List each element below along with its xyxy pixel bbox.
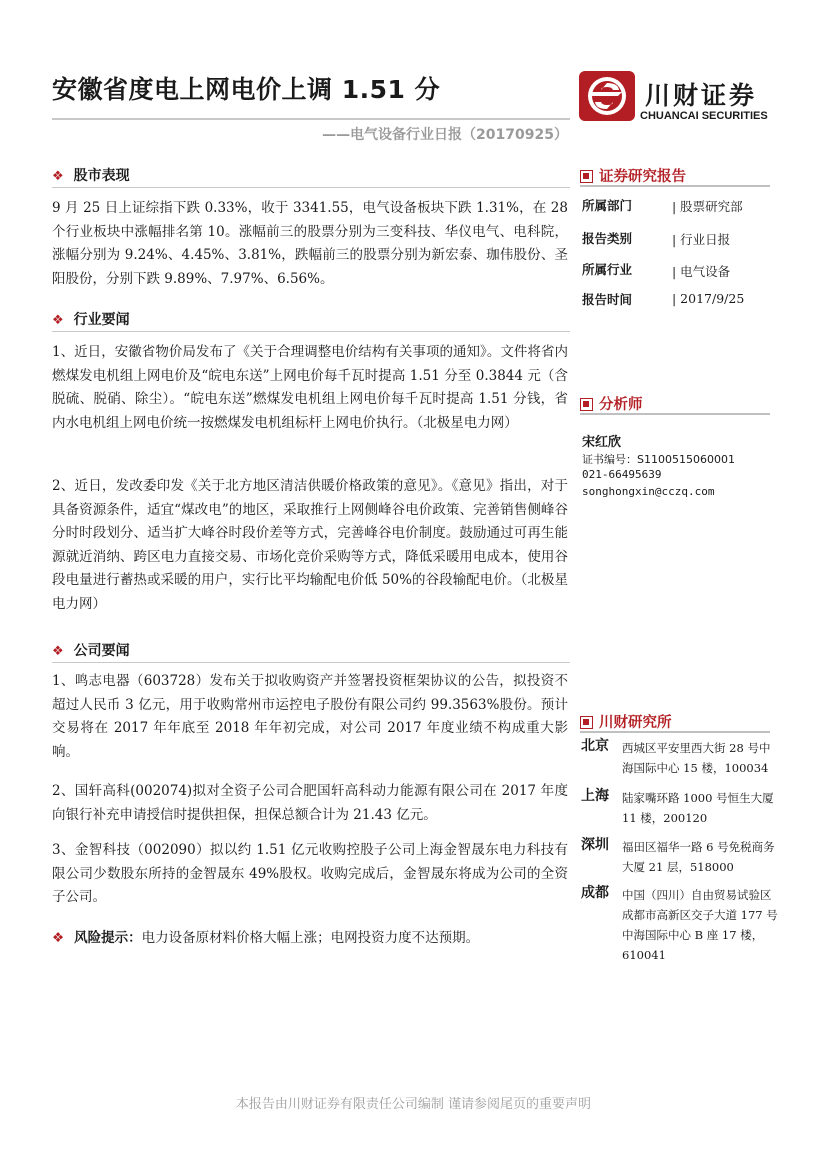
section-divider	[52, 331, 570, 332]
report-subtitle: ——电气设备行业日报（20170925）	[322, 127, 568, 143]
company-news-item: 2、国轩高科(002074)拟对全资子公司合肥国轩高科动力能源有限公司在 2017 年度向银行补充申请授信时提供担保，担保总额合计为 21.43 亿元。	[52, 783, 568, 823]
sidebar-divider	[580, 731, 770, 733]
meta-value: | 股票研究部	[672, 199, 743, 214]
company-logo-text: 川财证券	[645, 81, 758, 110]
bullet-diamond-icon: ❖	[52, 313, 64, 328]
company-logo-english: CHUANCAI SECURITIES	[640, 110, 768, 122]
square-bullet-icon	[580, 716, 593, 729]
report-title: 安徽省度电上网电价上调 1.51 分	[52, 75, 441, 104]
meta-label: 报告时间	[582, 292, 633, 307]
meta-value: | 行业日报	[672, 232, 731, 247]
office-city: 北京	[581, 738, 609, 754]
analyst-phone: 021-66495639	[582, 468, 662, 481]
company-logo-icon	[578, 70, 636, 122]
company-news-item: 1、鸣志电器（603728）发布关于拟收购资产并签署投资框架协议的公告，拟投资不超过人民币 3 亿元，用于收购常州市运控电子股份有限公司约 99.3563%股份。预计交易将在 2017 年年底至 2018 年年初完成，对公司 2017 年度业绩不构成重大影响。	[52, 673, 568, 760]
meta-value: | 2017/9/25	[672, 291, 745, 306]
office-address: 中国（四川）自由贸易试验区成都市高新区交子大道 177 号中海国际中心 B 座 17 楼，610041	[622, 888, 778, 962]
meta-label: 所属行业	[582, 262, 633, 277]
meta-value: | 电气设备	[672, 264, 731, 279]
market-paragraph: 9 月 25 日上证综指下跌 0.33%，收于 3341.55，电气设备板块下跌 1.31%，在 28 个行业板块中涨幅排名第 10。涨幅前三的股票分别为三变科技、华仪电气、电科院，涨幅分别为 9.24%、4.45%、3.81%，跌幅前三的股票分别为新宏泰、珈伟股份、圣阳股份，分别下跌 9.89%、7.97%、6.56%。	[52, 200, 568, 287]
section-heading-industry: ❖ 行业要闻	[52, 312, 130, 328]
section-divider	[52, 187, 570, 188]
risk-label: 风险提示：	[74, 930, 142, 946]
section-heading-company: ❖ 公司要闻	[52, 643, 130, 659]
risk-warning	[52, 926, 568, 946]
industry-news-item: 1、近日，安徽省物价局发布了《关于合理调整电价结构有关事项的通知》。文件将省内燃煤发电机组上网电价及“皖电东送”上网电价每千瓦时提高 1.51 分至 0.3844 元（含脱硫、脱硝、除尘）。“皖电东送”燃煤发电机组上网电价每千瓦时提高 1.51 分钱，省内水电机组上网电价统一按燃煤发电机组标杆上网电价执行。（北极星电力网）	[52, 344, 568, 431]
sidebar-divider	[580, 413, 770, 415]
office-address: 福田区福华一路 6 号免税商务大厦 21 层，518000	[622, 840, 775, 874]
analyst-email[interactable]: songhongxin@cczq.com	[582, 485, 715, 498]
bullet-diamond-icon: ❖	[52, 644, 64, 659]
office-city: 上海	[581, 788, 609, 804]
meta-label: 所属部门	[582, 198, 633, 213]
report-type-heading: 证券研究报告	[580, 165, 686, 186]
risk-text: 电力设备原材料价格大幅上涨；电网投资力度不达预期。	[141, 930, 480, 946]
section-heading-market: ❖ 股市表现	[52, 168, 130, 184]
analyst-name: 宋红欣	[582, 435, 622, 450]
analyst-heading: 分析师	[580, 393, 643, 414]
page-footer: 本报告由川财证券有限责任公司编制 谨请参阅尾页的重要声明	[235, 1097, 592, 1112]
office-city: 成都	[581, 885, 609, 901]
office-address: 陆家嘴环路 1000 号恒生大厦 11 楼，200120	[622, 791, 774, 825]
institute-heading: 川财研究所	[580, 711, 672, 732]
analyst-cert: 证书编号：S1100515060001	[582, 453, 735, 466]
bullet-diamond-icon: ❖	[52, 930, 65, 946]
sidebar-divider	[580, 185, 770, 187]
bullet-diamond-icon: ❖	[52, 169, 64, 184]
company-news-item: 3、金智科技（002090）拟以约 1.51 亿元收购控股子公司上海金智晟东电力科技有限公司少数股东所持的金智晟东 49%股权。收购完成后，金智晟东将成为公司的全资子公司。	[52, 842, 568, 905]
square-bullet-icon	[580, 398, 593, 411]
industry-news-item: 2、近日，发改委印发《关于北方地区清洁供暖价格政策的意见》。《意见》指出，对于具备资源条件，适宜“煤改电”的地区，采取推行上网侧峰谷电价政策、完善销售侧峰谷分时时段划分、适当扩大峰谷时段价差等方式，完善峰谷电价制度。鼓励通过可再生能源就近消纳、跨区电力直接交易、市场化竞价采购等方式，降低采暖用电成本，使用谷段电量进行蓄热或采暖的用户，实行比平均输配电价低 50%的谷段输配电价。（北极星电力网）	[52, 478, 568, 612]
office-address: 西城区平安里西大街 28 号中海国际中心 15 楼，100034	[622, 741, 771, 775]
section-divider	[52, 662, 570, 663]
meta-label: 报告类别	[582, 231, 633, 246]
office-city: 深圳	[581, 837, 609, 853]
square-bullet-icon	[580, 170, 593, 183]
title-divider	[52, 118, 570, 120]
